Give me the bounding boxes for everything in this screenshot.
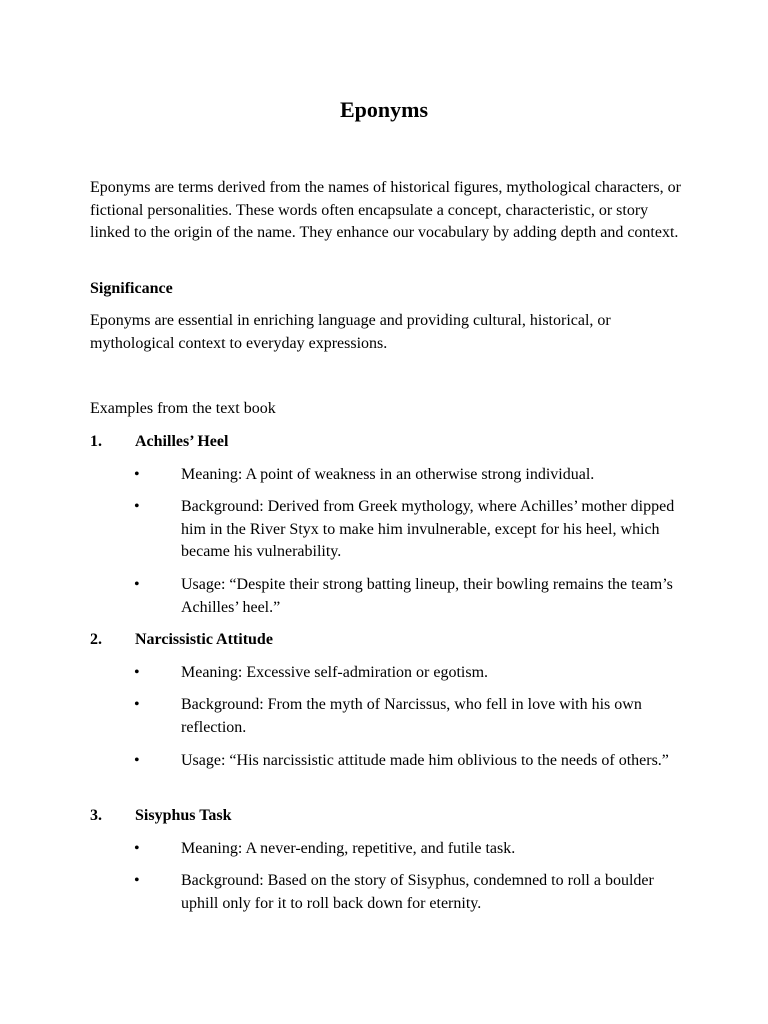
bullet-text: Usage: “His narcissistic attitude made him oblivious to the needs of others.” xyxy=(181,752,669,769)
list-bullet xyxy=(134,464,694,487)
bullet-text: Meaning: Excessive self-admiration or egotism. xyxy=(181,664,489,681)
bullet-text: Background: From the myth of Narcissus, who fell in love with his own reflection. xyxy=(181,696,642,736)
bullet-icon: • xyxy=(134,752,140,769)
bullet-icon: • xyxy=(134,576,140,593)
list-bullet xyxy=(134,662,694,685)
bullet-icon: • xyxy=(134,696,140,713)
bullet-text: Background: Derived from Greek mythology, where Achilles’ mother dipped him in the River Styx to make him invulnerable, except for his heel, which became his vulnerability. xyxy=(181,498,675,560)
bullet-icon: • xyxy=(134,840,140,857)
list-bullet xyxy=(134,694,694,739)
list-bullet xyxy=(134,574,694,619)
bullet-icon: • xyxy=(134,498,140,515)
bullet-icon: • xyxy=(134,872,140,889)
list-item-title: Narcissistic Attitude xyxy=(135,631,273,648)
bullet-text: Meaning: A point of weakness in an otherwise strong individual. xyxy=(181,466,595,483)
bullet-icon: • xyxy=(134,466,140,483)
list-item-heading xyxy=(90,629,273,652)
bullet-icon: • xyxy=(134,664,140,681)
list-item-title: Achilles’ Heel xyxy=(135,433,229,450)
list-bullet xyxy=(134,496,694,564)
page-title: Eponyms xyxy=(339,97,429,122)
list-bullet xyxy=(134,870,694,915)
list-bullet xyxy=(134,838,694,861)
list-item-title: Sisyphus Task xyxy=(135,807,232,824)
list-item-number: 1. xyxy=(90,433,102,450)
intro-paragraph: Eponyms are terms derived from the names of historical figures, mythological characters, or fictional personalities. These words often encapsulate a concept, characteristic, or story linked to the origin of the name. They enhance our vocabulary by adding depth and context. xyxy=(90,179,681,241)
bullet-text: Meaning: A never-ending, repetitive, and futile task. xyxy=(181,840,516,857)
list-bullet xyxy=(134,750,694,773)
list-item-number: 2. xyxy=(90,631,102,648)
bullet-text: Usage: “Despite their strong batting lineup, their bowling remains the team’s Achilles’ heel.” xyxy=(181,576,673,616)
list-item-heading xyxy=(90,431,228,454)
significance-heading: Significance xyxy=(90,280,173,297)
list-item-heading xyxy=(90,805,232,828)
list-item-number: 3. xyxy=(90,807,102,824)
examples-intro: Examples from the text book xyxy=(90,400,276,417)
significance-paragraph: Eponyms are essential in enriching language and providing cultural, historical, or mythological context to everyday expressions. xyxy=(90,312,611,352)
bullet-text: Background: Based on the story of Sisyphus, condemned to roll a boulder uphill only for it to roll back down for eternity. xyxy=(181,872,654,912)
